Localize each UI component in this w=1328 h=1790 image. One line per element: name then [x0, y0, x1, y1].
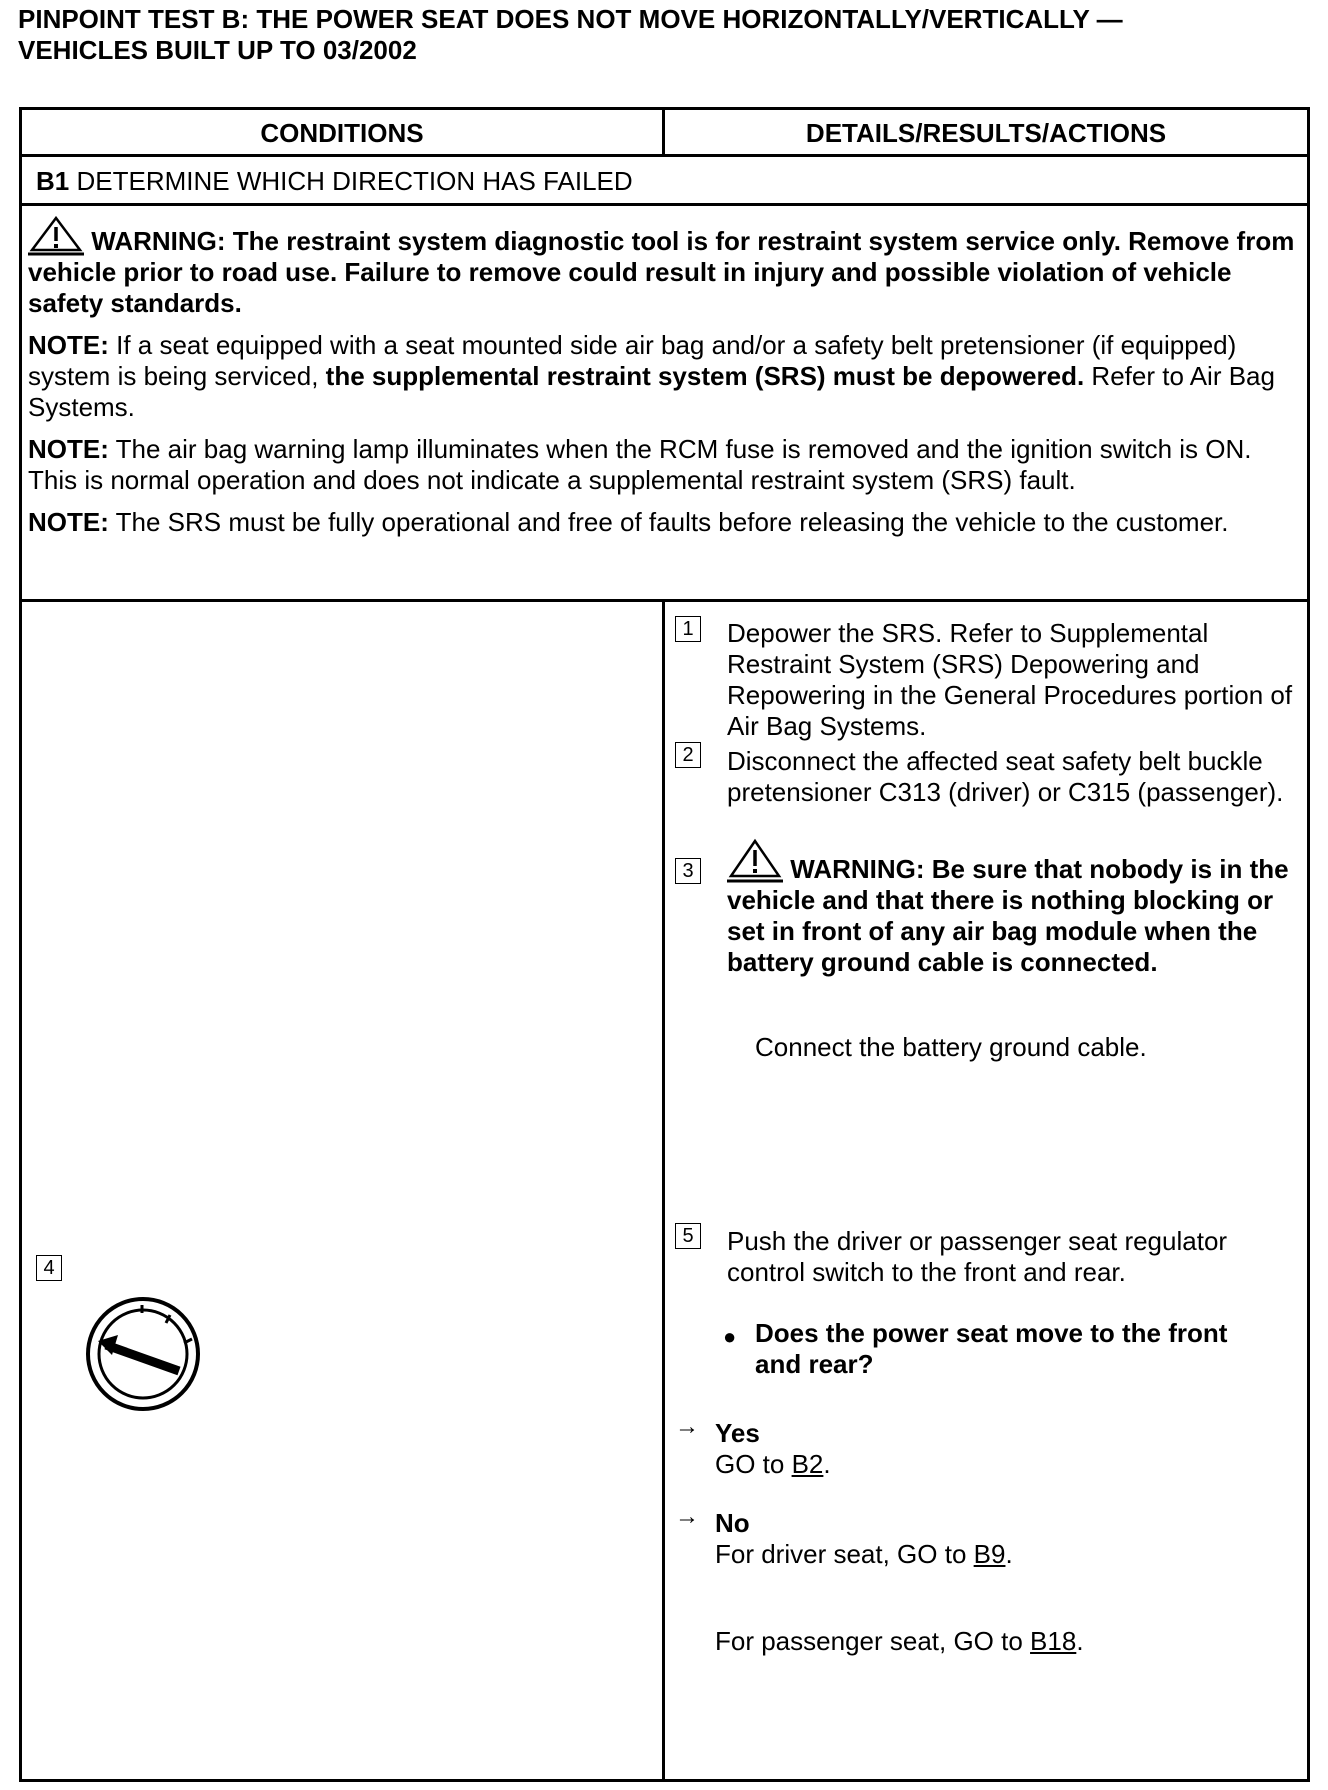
step-3-warning-label: WARNING: [790, 854, 932, 884]
step-number-box: 3 [675, 858, 701, 884]
arrow-right-icon: → [675, 1503, 699, 1530]
page-title-line2: VEHICLES BUILT UP TO 03/2002 [18, 35, 417, 65]
step-1-text: Depower the SRS. Refer to Supplemental Restraint System (SRS) Depowering and Repowering in the General Procedures portion of Air Bag Systems. [727, 618, 1293, 741]
step-2-text: Disconnect the affected seat safety belt buckle pretensioner C313 (driver) or C315 (passenger). [727, 746, 1284, 807]
warning-paragraph [28, 216, 1297, 319]
note2-text: The air bag warning lamp illuminates when the RCM fuse is removed and the ignition switch is ON. This is normal operation and does not indicate a supplemental restraint system (SRS) fault. [28, 434, 1252, 495]
link-b2[interactable]: B2 [791, 1449, 824, 1479]
details-cell [665, 602, 1307, 1779]
note1-bold: the supplemental restraint system (SRS) must be depowered. [325, 361, 1085, 391]
result-yes-go: GO to [715, 1449, 792, 1479]
warning-triangle-icon [727, 838, 783, 884]
note-paragraph-1 [28, 330, 1297, 423]
step-5-text: Push the driver or passenger seat regulator control switch to the front and rear. [727, 1226, 1228, 1287]
step-3-warning-text: Be sure that nobody is in the vehicle and that there is nothing blocking or set in front of any air bag module when the battery ground cable is connected. [727, 854, 1289, 977]
step-3-action: Connect the battery ground cable. [755, 1032, 1147, 1062]
arrow-right-icon: → [675, 1413, 699, 1440]
result-no-passenger [715, 1626, 1275, 1657]
page-title [18, 4, 1308, 66]
step-number-box: 4 [36, 1255, 62, 1281]
link-b9[interactable]: B9 [973, 1539, 1006, 1569]
note-label: NOTE: [28, 434, 109, 464]
step-number-box: 2 [675, 742, 701, 768]
step-3-warning [727, 838, 1297, 978]
note-paragraph-3 [28, 507, 1297, 538]
note-label: NOTE: [28, 507, 109, 537]
note1-post: Refer to Air Bag Systems. [28, 361, 1275, 422]
header-conditions: CONDITIONS [22, 110, 665, 154]
procedure-row [22, 602, 1307, 1779]
result-no-driver: For driver seat, GO to [715, 1539, 974, 1569]
note1-pre: If a seat equipped with a seat mounted side air bag and/or a safety belt pretensioner (if equipped) system is being serviced, [28, 330, 1237, 391]
result-yes [715, 1418, 1275, 1480]
pinpoint-test-table [19, 107, 1310, 1782]
result-no-label: No [715, 1508, 750, 1538]
result-yes-label: Yes [715, 1418, 760, 1448]
result-no-passenger-text: For passenger seat, GO to [715, 1626, 1031, 1656]
link-b18[interactable]: B18 [1030, 1626, 1077, 1656]
note-paragraph-2 [28, 434, 1297, 496]
warning-triangle-icon [28, 216, 84, 256]
table-header-row [22, 110, 1307, 157]
step-id: B1 [36, 166, 70, 196]
header-details: DETAILS/RESULTS/ACTIONS [805, 118, 1167, 148]
note3-text: The SRS must be fully operational and free of faults before releasing the vehicle to the customer. [108, 507, 1229, 537]
period: . [823, 1449, 831, 1479]
question-text: Does the power seat move to the front and rear? [755, 1318, 1228, 1379]
step-title: DETERMINE WHICH DIRECTION HAS FAILED [76, 166, 633, 196]
result-no [715, 1508, 1275, 1570]
period: . [1005, 1539, 1013, 1569]
step-number-box: 5 [675, 1223, 701, 1249]
warning-label: WARNING: [91, 226, 233, 256]
ignition-switch-icon [84, 1295, 202, 1413]
period: . [1076, 1626, 1084, 1656]
page-title-line1: PINPOINT TEST B: THE POWER SEAT DOES NOT MOVE HORIZONTALLY/VERTICALLY — [18, 4, 1123, 34]
notes-section [22, 206, 1307, 602]
note-label: NOTE: [28, 330, 109, 360]
step-title-row [22, 157, 1307, 206]
step-number-box: 1 [675, 616, 701, 642]
warning-text: The restraint system diagnostic tool is for restraint system service only. Remove from vehicle prior to road use. Failure to remove could result in injury and possible violation of vehicle safety standards. [28, 226, 1295, 318]
bullet-icon: ● [723, 1324, 737, 1349]
conditions-cell [22, 602, 665, 1779]
